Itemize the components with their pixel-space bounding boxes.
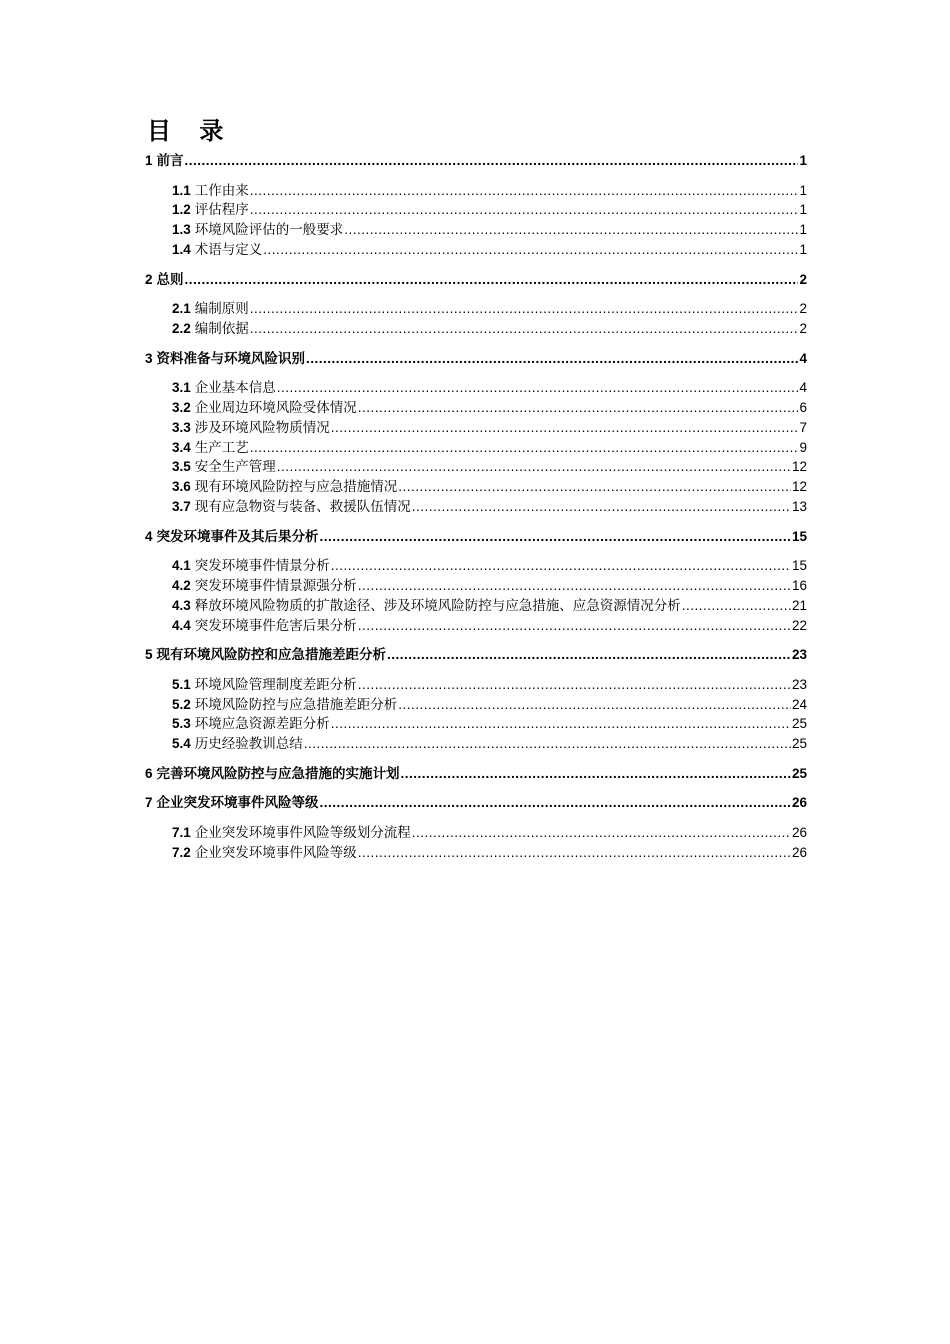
toc-entry-title: 编制依据	[194, 321, 249, 337]
toc-entry-number: 1.2	[172, 202, 191, 218]
toc-entry[interactable]	[172, 239, 807, 259]
toc-dot-leader	[250, 320, 799, 338]
toc-entry-title: 突发环境事件情景分析	[194, 558, 330, 575]
toc-entry-number: 2.1	[172, 301, 191, 317]
toc-entry[interactable]	[172, 377, 807, 397]
toc-entry-title: 企业突发环境事件风险等级划分流程	[194, 825, 411, 841]
toc-entry-number: 1.1	[172, 182, 191, 198]
toc-dot-leader	[398, 696, 791, 714]
toc-dot-leader	[304, 735, 791, 753]
toc-dot-leader	[185, 152, 799, 170]
toc-dot-leader	[250, 439, 799, 457]
toc-page-number: 7	[799, 419, 807, 435]
toc-entry-number: 7	[145, 795, 153, 811]
toc-entry-title: 企业周边环境风险受体情况	[194, 400, 357, 416]
toc-entry-title: 环境应急资源差距分析	[194, 716, 330, 733]
toc-entry-title: 完善环境风险防控与应急措施的实施计划	[156, 765, 400, 782]
toc-entry-number: 3.5	[172, 459, 191, 475]
toc-page-number: 25	[791, 736, 807, 752]
toc-page-number: 24	[791, 696, 807, 712]
toc-page-number: 21	[791, 597, 807, 613]
toc-entry-title: 环境风险评估的一般要求	[194, 222, 344, 239]
toc-entry-number: 4	[145, 528, 153, 544]
toc-entry-number: 6	[145, 765, 153, 781]
toc-entry[interactable]	[172, 496, 807, 516]
toc-page-number: 12	[791, 479, 807, 495]
toc-page-number: 15	[791, 558, 807, 574]
toc-entry-title: 现有应急物资与装备、救援队伍情况	[194, 499, 411, 515]
toc-entry[interactable]	[145, 269, 807, 289]
toc-entry-number: 3.1	[172, 380, 191, 396]
toc-dot-leader	[306, 350, 798, 368]
toc-entry[interactable]	[172, 694, 807, 714]
toc-entry[interactable]	[172, 298, 807, 318]
toc-page-number: 25	[791, 716, 807, 732]
toc-dot-leader	[277, 458, 791, 476]
toc-entry-title: 企业突发环境事件风险等级	[156, 795, 319, 812]
toc-title: 目 录	[147, 117, 234, 145]
toc-dot-leader	[185, 271, 799, 289]
toc-entry-title: 编制原则	[194, 301, 249, 318]
toc-entry[interactable]	[172, 476, 807, 496]
toc-entry[interactable]	[172, 397, 807, 417]
toc-dot-leader	[250, 182, 799, 200]
toc-dot-leader	[387, 646, 791, 664]
toc-entry-title: 安全生产管理	[194, 459, 276, 476]
toc-dot-leader	[250, 201, 799, 219]
toc-dot-leader	[331, 419, 799, 437]
toc-entry[interactable]	[172, 199, 807, 219]
toc-entry[interactable]	[172, 713, 807, 733]
toc-entry-title: 企业基本信息	[194, 380, 276, 397]
toc-entry-number: 5.2	[172, 696, 191, 712]
toc-entry-number: 3	[145, 350, 153, 366]
toc-dot-leader	[250, 300, 799, 318]
toc-dot-leader	[320, 528, 791, 546]
toc-entry-number: 3.6	[172, 479, 191, 495]
toc-entry[interactable]	[172, 842, 807, 862]
toc-page-number: 26	[791, 825, 807, 840]
toc-dot-leader	[358, 676, 791, 694]
toc-page-number: 2	[799, 271, 807, 287]
toc-dot-leader	[682, 597, 791, 615]
toc-entry[interactable]	[145, 644, 807, 664]
toc-entry[interactable]	[145, 150, 807, 170]
toc-entry-title: 历史经验教训总结	[194, 736, 303, 753]
toc-entry[interactable]	[145, 348, 807, 368]
toc-page-number: 6	[799, 400, 807, 415]
toc-dot-leader	[358, 844, 791, 862]
toc-entry[interactable]	[172, 575, 807, 595]
toc-entry[interactable]	[145, 792, 807, 812]
toc-entry[interactable]	[172, 822, 807, 842]
toc-entry[interactable]	[172, 417, 807, 437]
toc-entry-number: 3.2	[172, 400, 191, 415]
toc-entry[interactable]	[172, 595, 807, 615]
toc-page-number: 13	[791, 499, 807, 514]
toc-page-number: 2	[799, 321, 807, 336]
toc-page-number: 1	[799, 222, 807, 238]
toc-page-number: 1	[799, 242, 807, 257]
toc-entry-title: 工作由来	[194, 182, 249, 199]
toc-entry[interactable]	[172, 437, 807, 457]
toc-entry-title: 涉及环境风险物质情况	[194, 419, 330, 436]
toc-entry-number: 4.1	[172, 558, 191, 574]
toc-entry-number: 4.2	[172, 578, 191, 593]
toc-entry-title: 释放环境风险物质的扩散途径、涉及环境风险防控与应急措施、应急资源情况分析	[194, 597, 681, 614]
toc-dot-leader	[344, 221, 798, 239]
toc-entry-number: 5.1	[172, 676, 191, 692]
toc-entry[interactable]	[172, 674, 807, 694]
toc-page-number: 4	[799, 380, 807, 396]
toc-entry-number: 7.2	[172, 844, 191, 860]
toc-page-number: 2	[799, 301, 807, 317]
toc-page-number: 26	[791, 795, 807, 811]
toc-page-number: 12	[791, 459, 807, 475]
toc-page-number: 4	[799, 350, 807, 366]
toc-page-number: 16	[791, 578, 807, 593]
toc-entry-number: 3.7	[172, 499, 191, 514]
toc-entry-number: 5.4	[172, 736, 191, 752]
toc-dot-leader	[277, 379, 799, 397]
toc-entry[interactable]	[172, 456, 807, 476]
toc-entry[interactable]	[172, 555, 807, 575]
toc-entry-number: 1.4	[172, 242, 191, 257]
toc-entry-title: 突发环境事件危害后果分析	[194, 617, 357, 634]
toc-page-number: 22	[791, 617, 807, 633]
toc-entry-number: 2.2	[172, 321, 191, 336]
toc-page-number: 25	[791, 765, 807, 781]
toc-entry-title: 总则	[156, 271, 184, 288]
toc-dot-leader	[358, 577, 791, 595]
toc-entry-number: 1.3	[172, 222, 191, 238]
toc-page-number: 23	[791, 676, 807, 692]
toc-entry-number: 4.4	[172, 617, 191, 633]
toc-entry-title: 突发环境事件及其后果分析	[156, 528, 319, 545]
toc-dot-leader	[412, 824, 791, 842]
toc-entry-number: 4.3	[172, 597, 191, 613]
toc-dot-leader	[398, 478, 791, 496]
toc-entry-number: 1	[145, 153, 153, 168]
toc-page-number: 23	[791, 647, 807, 663]
toc-entry[interactable]	[145, 763, 807, 783]
toc-entry-title: 现有环境风险防控与应急措施情况	[194, 479, 398, 496]
toc-dot-leader	[358, 399, 799, 417]
toc-entry-title: 术语与定义	[194, 242, 263, 258]
toc-entry[interactable]	[172, 733, 807, 753]
toc-entry-title: 生产工艺	[194, 439, 249, 456]
toc-entry-number: 7.1	[172, 825, 191, 840]
toc-page-number: 1	[799, 153, 807, 168]
toc-entry[interactable]	[145, 526, 807, 546]
toc-page-number: 15	[791, 528, 807, 544]
toc-dot-leader	[331, 557, 791, 575]
toc-entry-title: 环境风险防控与应急措施差距分析	[194, 696, 398, 713]
toc-entry-number: 3.4	[172, 439, 191, 455]
toc-entry-title: 评估程序	[194, 202, 249, 219]
toc-page-number: 1	[799, 182, 807, 198]
toc-page-number: 9	[799, 439, 807, 455]
toc-entry[interactable]	[172, 318, 807, 338]
toc-dot-leader	[263, 241, 798, 259]
toc-dot-leader	[320, 794, 791, 812]
toc-dot-leader	[401, 765, 791, 783]
toc-page-number: 26	[791, 844, 807, 860]
toc-entry-number: 3.3	[172, 419, 191, 435]
toc-dot-leader	[331, 715, 791, 733]
toc-dot-leader	[358, 617, 791, 635]
toc-entry[interactable]	[172, 615, 807, 635]
toc-entry-title: 环境风险管理制度差距分析	[194, 676, 357, 693]
toc-entry-title: 现有环境风险防控和应急措施差距分析	[156, 647, 387, 664]
toc-dot-leader	[412, 498, 791, 516]
toc-entry[interactable]	[172, 219, 807, 239]
toc-entry-number: 2	[145, 271, 153, 287]
toc-entry-number: 5	[145, 647, 153, 663]
toc-entry[interactable]	[172, 180, 807, 200]
toc-entry-title: 突发环境事件情景源强分析	[194, 578, 357, 594]
toc-entry-title: 企业突发环境事件风险等级	[194, 844, 357, 861]
toc-page-number: 1	[799, 202, 807, 218]
toc-entry-title: 资料准备与环境风险识别	[156, 350, 306, 367]
toc-entry-title: 前言	[156, 153, 184, 169]
toc-entry-number: 5.3	[172, 716, 191, 732]
